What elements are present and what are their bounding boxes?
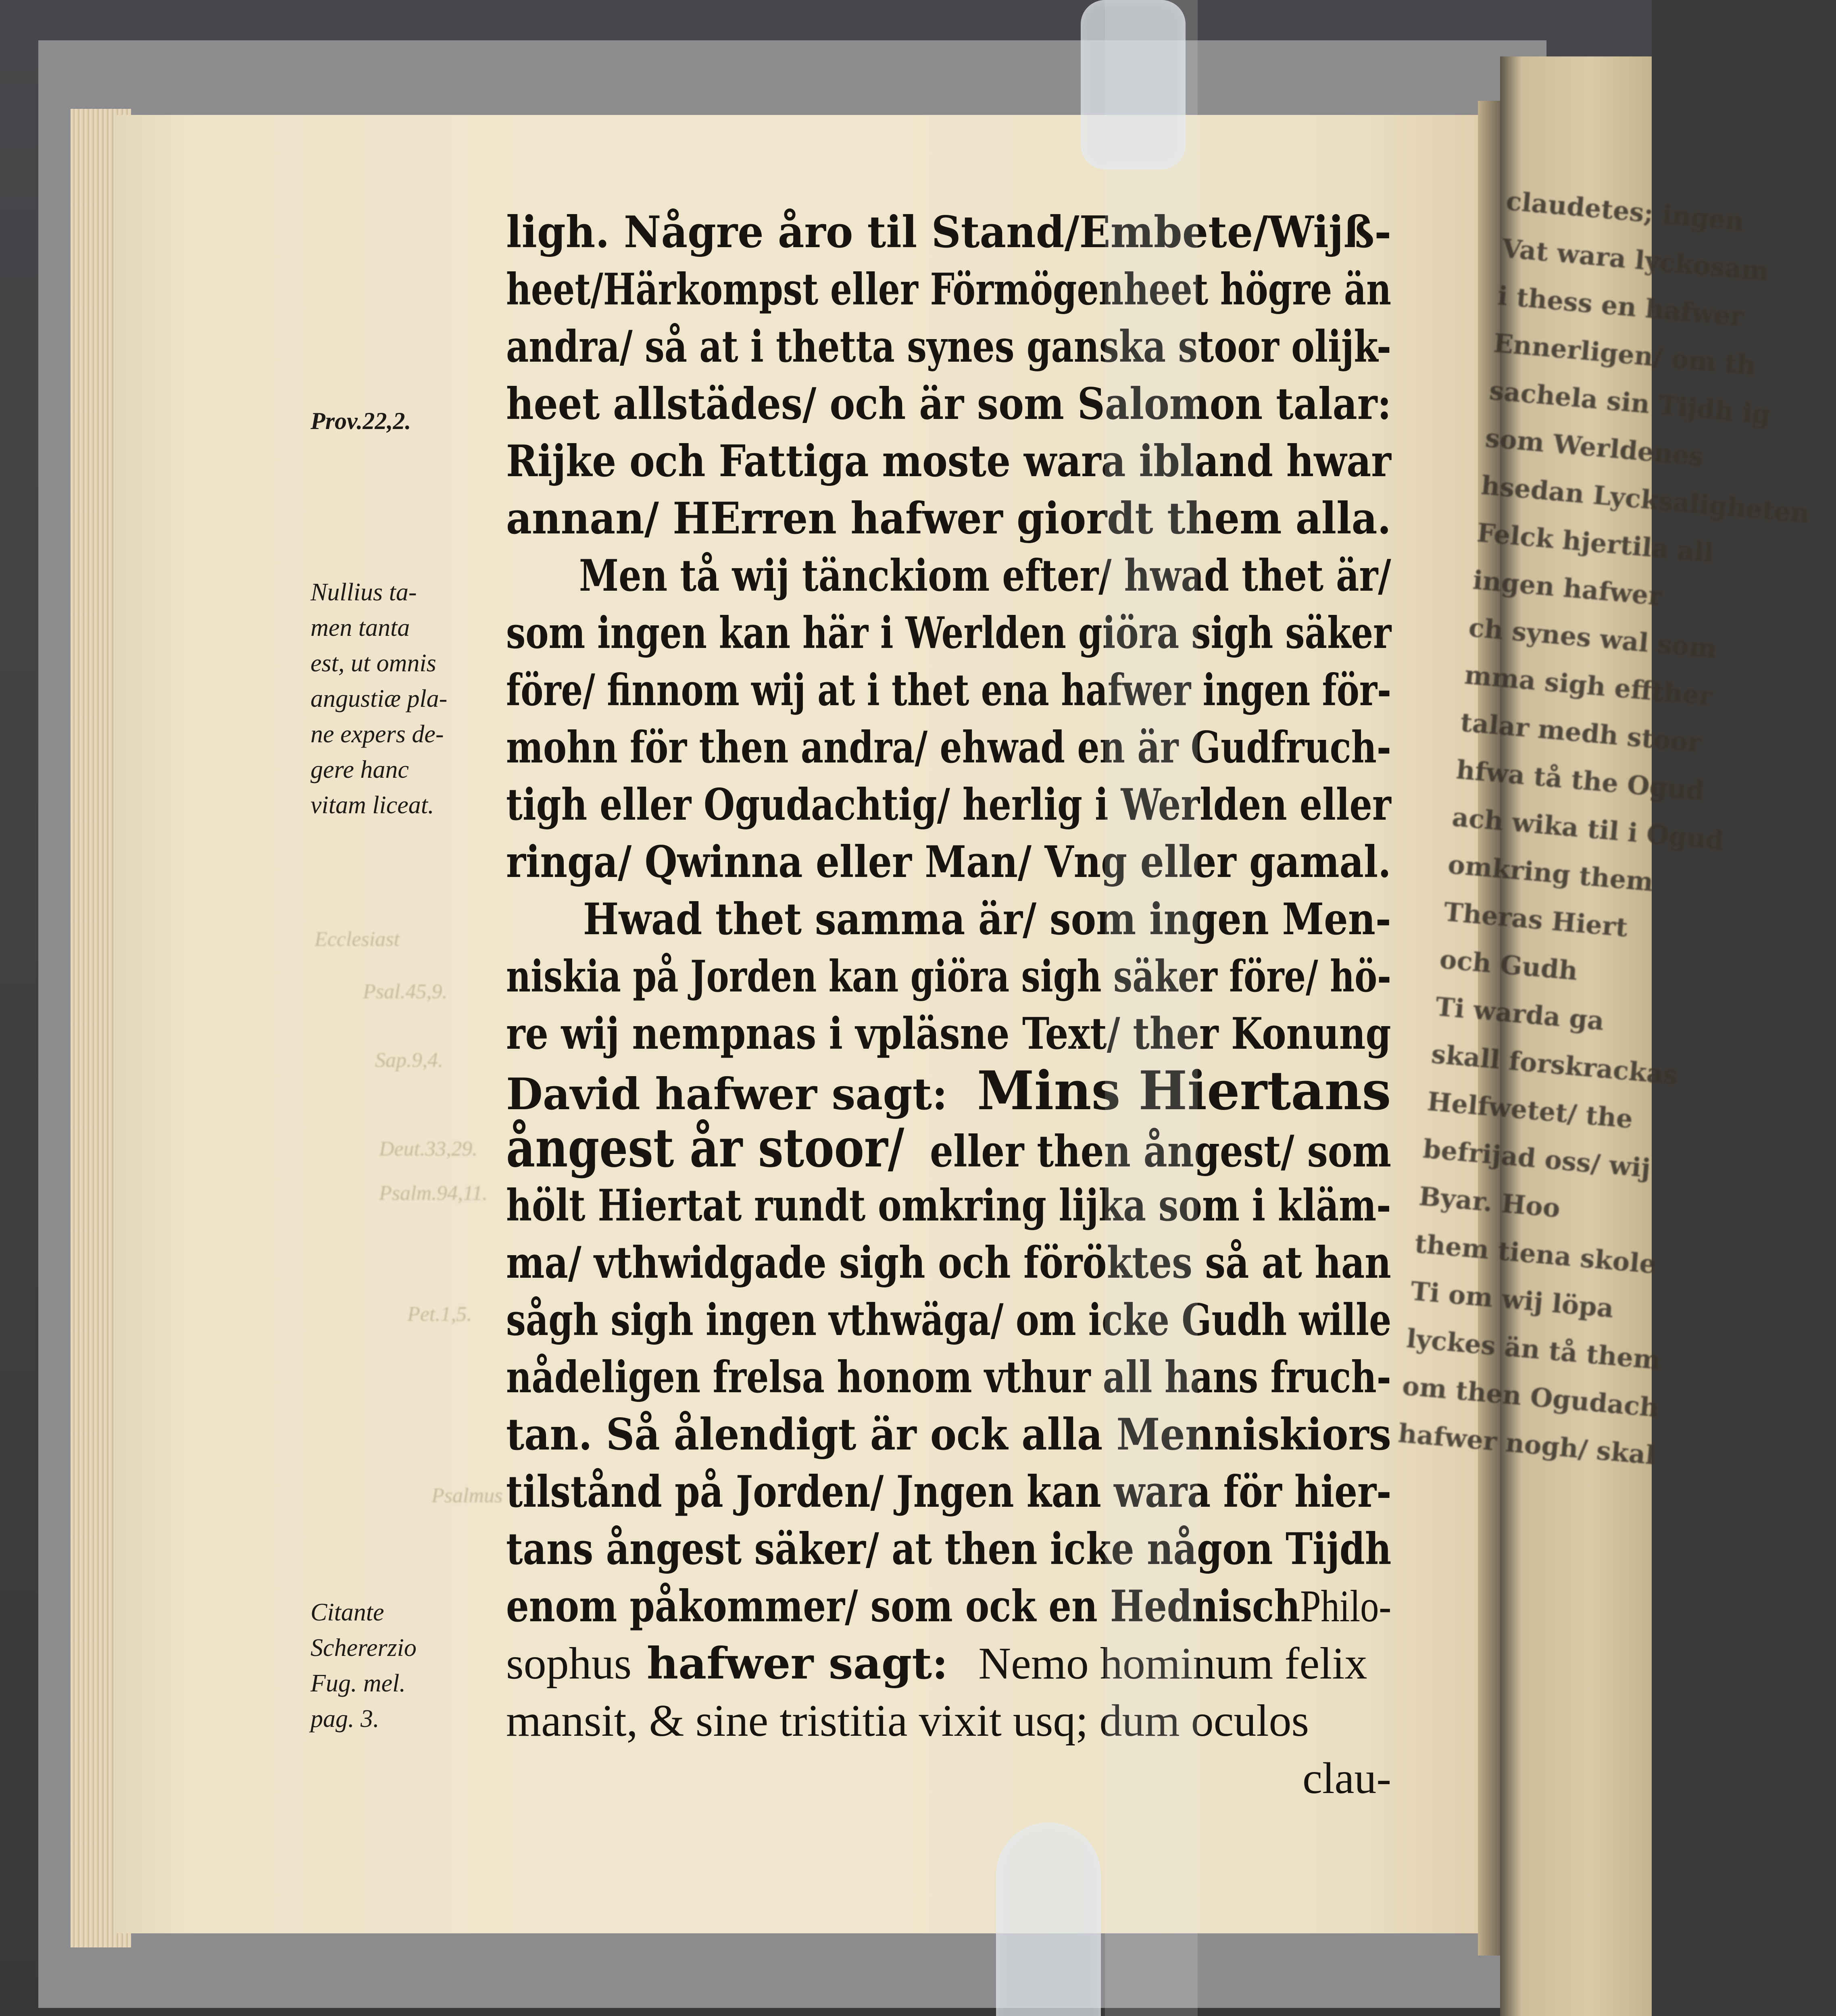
margin-note-line: Nullius ta- xyxy=(311,579,417,606)
facing-page-line: ach wika til i Ogud xyxy=(1450,802,1725,856)
text-line: nådeligen frelsa honom vthur all hans fruch- xyxy=(506,1352,1391,1403)
text-fragment: eller then ångest/ som xyxy=(929,1126,1392,1177)
catchword: clau- xyxy=(1302,1754,1391,1803)
facing-page-line: Helfwetet/ the xyxy=(1426,1086,1634,1135)
text-line: heet/Härkompst eller Förmögenheet högre än xyxy=(506,264,1392,315)
facing-page-line: sachela sin Tijdh ig xyxy=(1488,375,1772,430)
bleed-through-note: Psal.45,9. xyxy=(363,980,448,1003)
text-fragment: hafwer sagt: xyxy=(646,1638,948,1689)
facing-page-line: skall forskrackas xyxy=(1430,1039,1679,1091)
facing-page-line: Ti warda ga xyxy=(1434,991,1605,1037)
facing-page-line: i thess en hafwer xyxy=(1496,281,1745,333)
text-line: tilstånd på Jorden/ Jngen kan wara för hier- xyxy=(506,1466,1392,1517)
text-line: ringa/ Qwinna eller Man/ Vng eller gamal. xyxy=(506,837,1391,887)
facing-page-line: them tiena skole xyxy=(1413,1229,1657,1280)
facing-page-line: Ennerligen/ om th xyxy=(1492,328,1757,381)
text-line xyxy=(506,1060,1391,1122)
text-line: ligh. Någre åro til Stand/Embete/Wijß- xyxy=(506,207,1392,258)
text-line: före/ finnom wij at i thet ena hafwer ingen för- xyxy=(506,665,1392,716)
bleed-through-note: Sap.9,4. xyxy=(375,1049,443,1072)
facing-page-line: omkring them xyxy=(1446,849,1655,898)
facing-page-line: hsedan Lycksaligheten xyxy=(1480,470,1811,529)
text-line: tans ångest säker/ at then icke någon Tijdh xyxy=(506,1524,1392,1574)
margin-note-nullius xyxy=(311,575,447,823)
text-line: niskia på Jorden kan giöra sigh säker före/ hö- xyxy=(506,951,1392,1002)
text-line: ma/ vthwidgade sigh och föröktes så at han xyxy=(506,1237,1391,1288)
facing-page-line: Byar. Hoo xyxy=(1417,1181,1561,1224)
facing-page-line: Felck hjertila all xyxy=(1475,517,1715,569)
bleed-through-note: Psalmus xyxy=(431,1484,503,1507)
margin-note-line: ne expers de- xyxy=(311,721,444,748)
text-fragment-latin: Nemo hominum felix xyxy=(978,1639,1367,1689)
text-fragment-latin: sophus xyxy=(506,1639,632,1689)
margin-note-line: men tanta xyxy=(311,614,410,641)
page-clip-top xyxy=(1081,0,1186,169)
text-line: tan. Så ålendigt är ock alla Menniskiors xyxy=(506,1409,1391,1460)
facing-page-line: och Gudh xyxy=(1438,944,1579,987)
margin-note-line: est, ut omnis xyxy=(311,650,436,677)
facing-page-line: Theras Hiert xyxy=(1442,897,1629,943)
facing-page-line: Vat wara lyckosam xyxy=(1500,233,1770,287)
facing-page-line: ch synes wal som xyxy=(1467,612,1718,664)
margin-note-line: Citante xyxy=(311,1599,384,1626)
text-line: Hwad thet samma är/ som ingen Men- xyxy=(583,894,1391,945)
text-line: re wij nempnas i vpläsne Text/ ther Konung xyxy=(506,1008,1391,1059)
bleed-through-note: Pet.1,5. xyxy=(407,1303,472,1326)
margin-note-line: Schererzio xyxy=(311,1634,417,1662)
text-line: mansit, & sine tristitia vixit usq; dum oculos xyxy=(506,1696,1309,1746)
text-line: Rijke och Fattiga moste wara ibland hwar xyxy=(506,436,1391,487)
text-fragment: ångest år stoor/ xyxy=(506,1117,904,1179)
text-line: tigh eller Ogudachtig/ herlig i Werlden eller xyxy=(506,779,1391,830)
text-line: annan/ HErren hafwer giordt them alla. xyxy=(506,493,1391,544)
text-line: andra/ så at i thetta synes ganska stoor olijk- xyxy=(506,321,1392,372)
facing-page-line: claudetes; ingen xyxy=(1505,185,1745,237)
facing-page xyxy=(1397,56,1811,2016)
margin-note-line: Fug. mel. xyxy=(311,1670,406,1697)
facing-page-line: lyckes än tå them xyxy=(1405,1323,1662,1376)
bleed-through-note: Ecclesiast xyxy=(315,928,400,951)
text-fragment: enom påkommer/ som ock en Hednisch xyxy=(506,1581,1300,1632)
text-line: som ingen kan här i Werlden giöra sigh säker xyxy=(506,608,1392,658)
heading-mins-hiertans: Mins Hiertans xyxy=(977,1060,1391,1122)
margin-note-line: pag. 3. xyxy=(311,1705,379,1733)
facing-page-line: hafwer nogh/ skal xyxy=(1397,1418,1657,1471)
text-fragment: David hafwer sagt: xyxy=(506,1069,948,1120)
clip-shadow xyxy=(1105,0,1198,2016)
text-line: Men tå wij tänckiom efter/ hwad thet är/ xyxy=(579,550,1391,601)
facing-page-line: talar medh stoor xyxy=(1459,707,1703,758)
bleed-through-note: Psalm.94,11. xyxy=(379,1182,488,1205)
facing-page-line: Ti om wij löpa xyxy=(1409,1276,1615,1324)
facing-page-line: om then Ogudach xyxy=(1401,1370,1660,1423)
margin-note-citante xyxy=(311,1595,417,1737)
margin-note-prov: Prov.22,2. xyxy=(311,408,411,434)
facing-page-line: ingen hafwer xyxy=(1471,565,1663,612)
text-line: mohn för then andra/ ehwad en är Gudfruch- xyxy=(506,722,1391,773)
page-clip-bottom xyxy=(996,1822,1101,2016)
margin-note-line: gere hanc xyxy=(311,756,409,783)
margin-note-line: angustiæ pla- xyxy=(311,685,448,712)
facing-page-line: mma sigh effther xyxy=(1463,660,1714,712)
text-line xyxy=(506,1635,1391,1692)
bleed-through-note: Deut.33,29. xyxy=(379,1137,478,1160)
facing-page-line: befrijad oss/ wij xyxy=(1421,1133,1652,1184)
text-line: hölt Hiertat rundt omkring lijka som i kläm- xyxy=(506,1180,1391,1231)
facing-page-line: hfwa tå the Ogud xyxy=(1455,754,1706,807)
facing-page-line: som Werldenes xyxy=(1484,423,1705,472)
text-line: heet allstädes/ och är som Salomon talar: xyxy=(506,379,1392,429)
text-line: sågh sigh ingen vthwäga/ om icke Gudh wille xyxy=(506,1295,1392,1345)
margin-note-line: vitam liceat. xyxy=(311,791,434,819)
main-text-block xyxy=(506,204,1391,1807)
text-fragment-latin: Philo- xyxy=(1300,1581,1392,1631)
